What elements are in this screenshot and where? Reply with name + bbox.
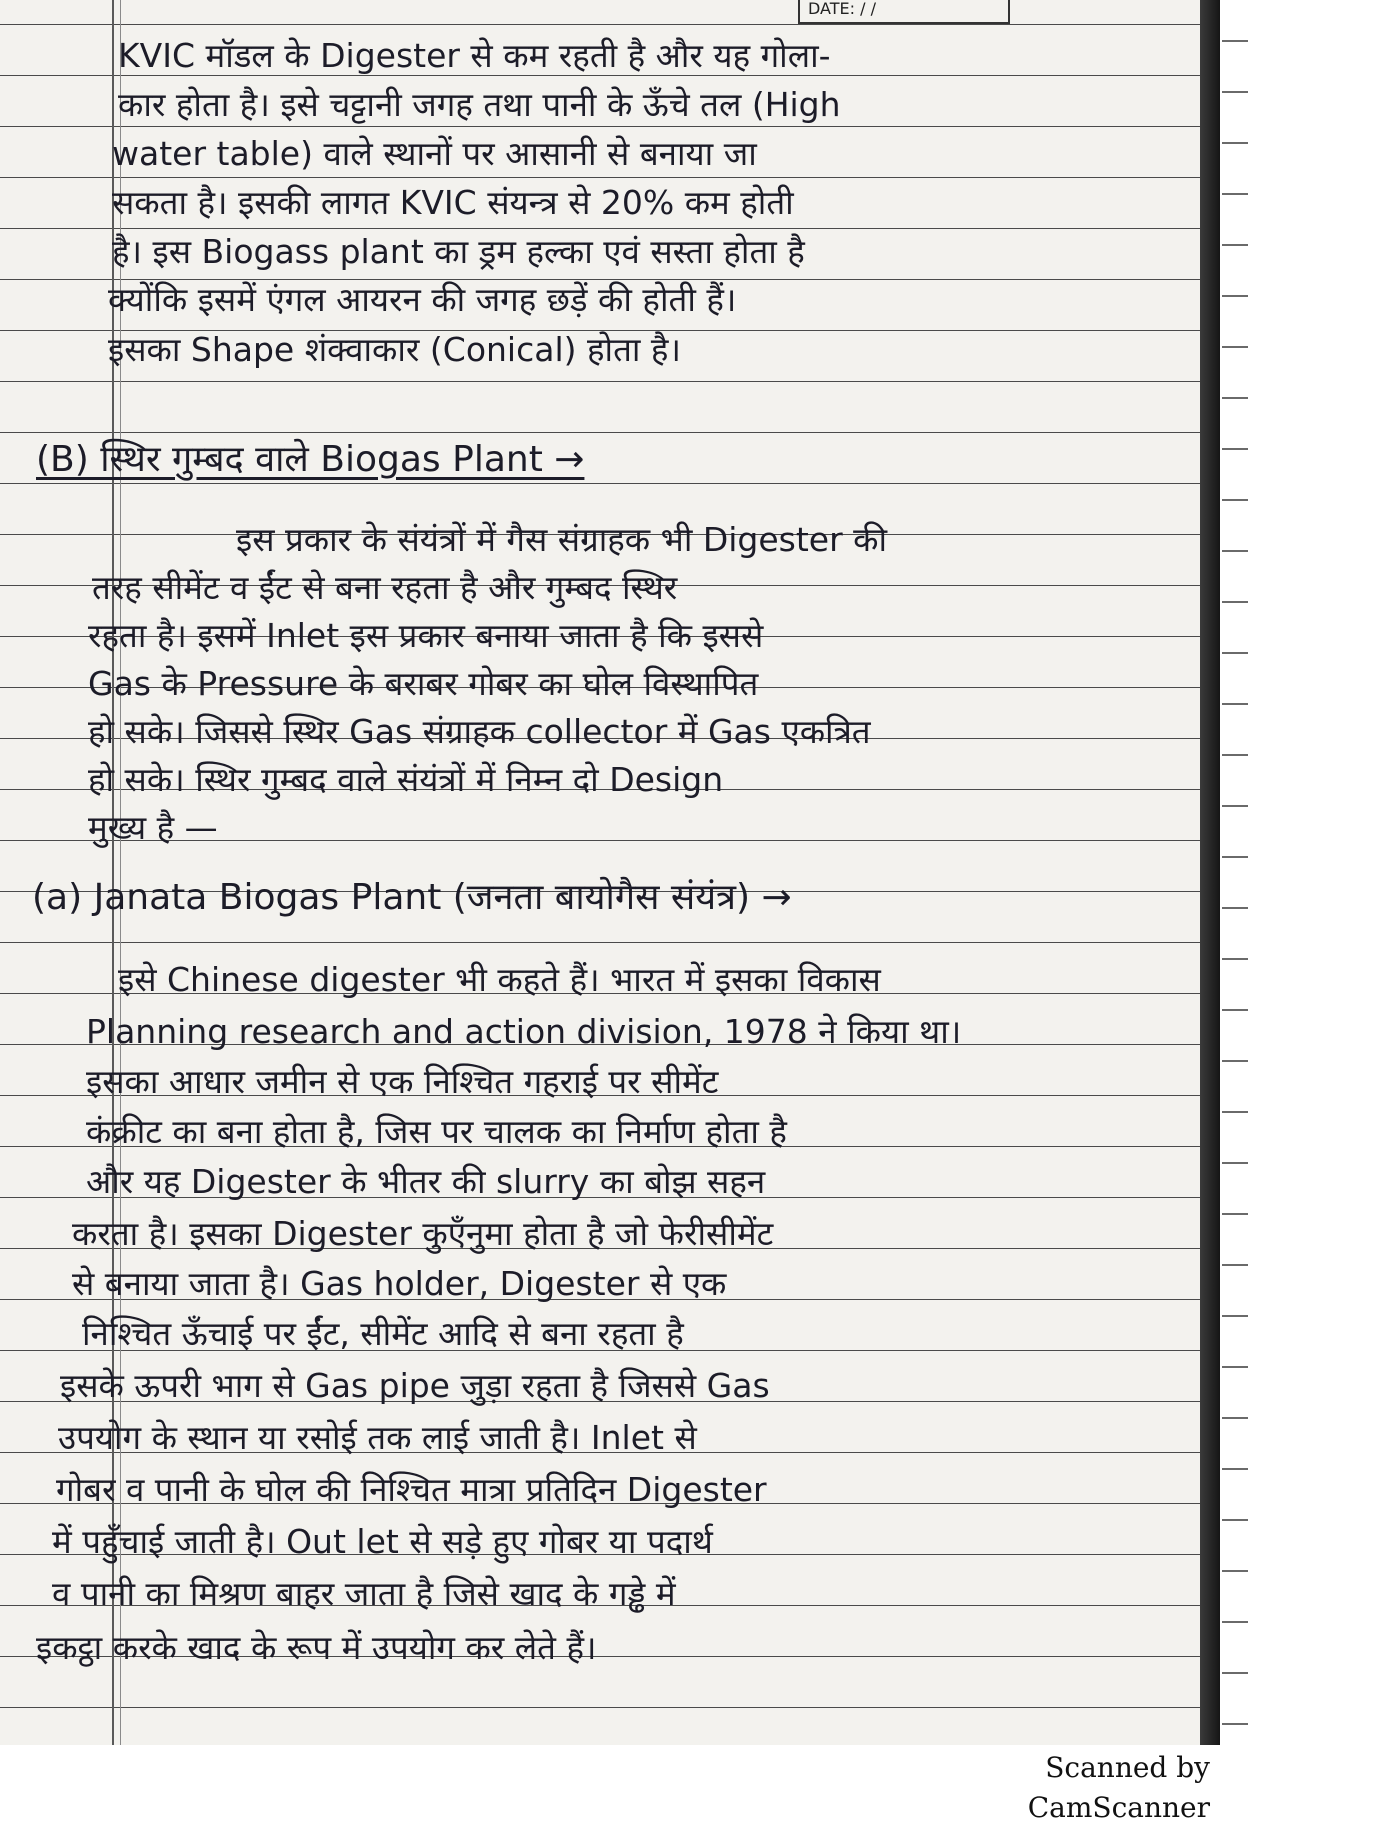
adjacent-page-tick [1222, 1111, 1248, 1113]
adjacent-page-tick [1222, 1570, 1248, 1572]
text-line: है। इस Biogass plant का ड्रम हल्का एवं सस्ता होता है [112, 232, 805, 271]
text-line: इसका Shape शंक्वाकार (Conical) होता है। [108, 330, 681, 369]
ruled-line [0, 432, 1200, 433]
adjacent-page-strip [1220, 0, 1389, 1797]
adjacent-page-tick [1222, 856, 1248, 858]
ruled-line [0, 177, 1200, 178]
adjacent-page-tick [1222, 1162, 1248, 1164]
text-line: तरह सीमेंट व ईंट से बना रहता है और गुम्बद स्थिर [92, 568, 678, 607]
text-line: रहता है। इसमें Inlet इस प्रकार बनाया जाता है कि इससे [88, 616, 764, 655]
text-line: और यह Digester के भीतर की slurry का बोझ सहन [86, 1162, 766, 1201]
text-line: उपयोग के स्थान या रसोई तक लाई जाती है। Inlet से [58, 1418, 697, 1457]
adjacent-page-tick [1222, 397, 1248, 399]
text-line: क्योंकि इसमें एंगल आयरन की जगह छड़ें की होती हैं। [108, 280, 737, 319]
text-line: इकट्ठा करके खाद के रूप में उपयोग कर लेते हैं। [36, 1628, 597, 1667]
adjacent-page-tick [1222, 958, 1248, 960]
adjacent-page-tick [1222, 40, 1248, 42]
date-label: DATE: / / [808, 0, 876, 18]
adjacent-page-tick [1222, 1366, 1248, 1368]
scanner-watermark: Scanned by CamScanner [1027, 1751, 1210, 1824]
ruled-line [0, 228, 1200, 229]
adjacent-page-tick [1222, 1672, 1248, 1674]
text-line: Planning research and action division, 1978 ने किया था। [86, 1012, 962, 1051]
text-line: में पहुँचाई जाती है। Out let से सड़े हुए गोबर या पदार्थ [52, 1522, 713, 1561]
text-line: इस प्रकार के संयंत्रों में गैस संग्राहक भी Digester की [236, 520, 888, 559]
adjacent-page-tick [1222, 652, 1248, 654]
text-line: मुख्य है — [88, 808, 218, 847]
ruled-line [0, 1707, 1200, 1708]
text-line: इसका आधार जमीन से एक निश्चित गहराई पर सीमेंट [86, 1062, 719, 1101]
text-line: कार होता है। इसे चट्टानी जगह तथा पानी के ऊँचे तल (High [118, 85, 841, 124]
adjacent-page-tick [1222, 601, 1248, 603]
adjacent-page-tick [1222, 499, 1248, 501]
adjacent-page-tick [1222, 1468, 1248, 1470]
adjacent-page-tick [1222, 1315, 1248, 1317]
ruled-line [0, 126, 1200, 127]
ruled-line [0, 24, 1200, 25]
text-line: सकता है। इसकी लागत KVIC संयन्त्र से 20% कम होती [112, 183, 794, 222]
text-line: Gas के Pressure के बराबर गोबर का घोल विस्थापित [88, 664, 759, 703]
subsection-heading-janata: (a) Janata Biogas Plant (जनता बायोगैस संयंत्र) → [32, 877, 792, 918]
adjacent-page-tick [1222, 1519, 1248, 1521]
text-line: water table) वाले स्थानों पर आसानी से बनाया जा [112, 134, 757, 173]
adjacent-page-tick [1222, 805, 1248, 807]
adjacent-page-tick [1222, 91, 1248, 93]
adjacent-page-tick [1222, 1621, 1248, 1623]
ruled-line [0, 381, 1200, 382]
adjacent-page-tick [1222, 1264, 1248, 1266]
text-line: KVIC मॉडल के Digester से कम रहती है और यह गोला- [118, 36, 831, 75]
text-line: निश्चित ऊँचाई पर ईंट, सीमेंट आदि से बना रहता है [82, 1314, 684, 1353]
adjacent-page-tick [1222, 754, 1248, 756]
text-line: हो सके। स्थिर गुम्बद वाले संयंत्रों में निम्न दो Design [88, 760, 724, 799]
adjacent-page-tick [1222, 142, 1248, 144]
text-line: करता है। इसका Digester कुएँनुमा होता है जो फेरीसीमेंट [72, 1214, 774, 1253]
adjacent-page-tick [1222, 1060, 1248, 1062]
text-line: कंक्रीट का बना होता है, जिस पर चालक का निर्माण होता है [86, 1112, 787, 1151]
adjacent-page-tick [1222, 193, 1248, 195]
ruled-line [0, 483, 1200, 484]
adjacent-page-tick [1222, 1723, 1248, 1725]
date-box [798, 0, 1010, 24]
page-edge-shadow [1200, 0, 1220, 1745]
adjacent-page-tick [1222, 295, 1248, 297]
adjacent-page-tick [1222, 1417, 1248, 1419]
text-line: हो सके। जिससे स्थिर Gas संग्राहक collector में Gas एकत्रित [88, 712, 871, 751]
text-line: इसे Chinese digester भी कहते हैं। भारत में इसका विकास [118, 960, 881, 999]
text-line: गोबर व पानी के घोल की निश्चित मात्रा प्रतिदिन Digester [56, 1470, 767, 1509]
ruled-line [0, 942, 1200, 943]
adjacent-page-tick [1222, 244, 1248, 246]
text-line: व पानी का मिश्रण बाहर जाता है जिसे खाद के गड्ढे में [52, 1574, 676, 1613]
adjacent-page-tick [1222, 907, 1248, 909]
adjacent-page-tick [1222, 1213, 1248, 1215]
text-line: इसके ऊपरी भाग से Gas pipe जुड़ा रहता है जिससे Gas [60, 1366, 770, 1405]
adjacent-page-tick [1222, 703, 1248, 705]
adjacent-page-tick [1222, 1009, 1248, 1011]
adjacent-page-tick [1222, 448, 1248, 450]
adjacent-page-tick [1222, 346, 1248, 348]
text-line: से बनाया जाता है। Gas holder, Digester से एक [72, 1264, 727, 1303]
adjacent-page-tick [1222, 550, 1248, 552]
section-heading-b: (B) स्थिर गुम्बद वाले Biogas Plant → [36, 439, 585, 480]
